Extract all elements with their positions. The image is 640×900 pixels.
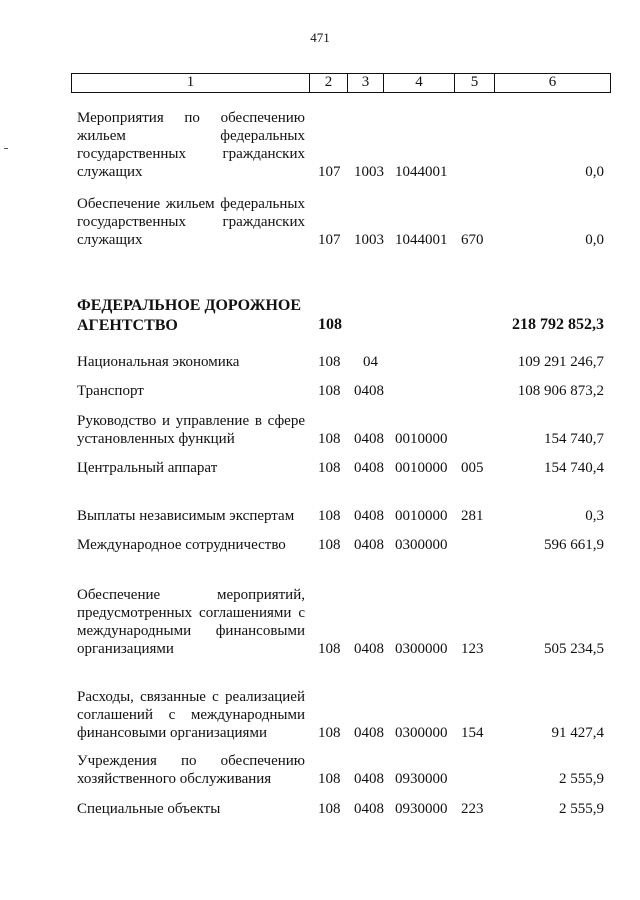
row-col-2: 108: [318, 508, 341, 524]
row-col-6: 0,3: [585, 508, 604, 524]
row-col-4: 1044001: [395, 164, 448, 180]
row-col-4: 0010000: [395, 508, 448, 524]
row-col-6: 505 234,5: [544, 641, 604, 657]
row-name: Транспорт: [77, 383, 144, 399]
row-col-2: 108: [318, 771, 341, 787]
row-col-5: 223: [461, 801, 484, 817]
row-col-2: 107: [318, 232, 341, 248]
row-col-3: 0408: [354, 801, 384, 817]
row-col-4: 0010000: [395, 431, 448, 447]
table-row: [0, 352, 640, 371]
row-col-2: 108: [318, 801, 341, 817]
row-col-2: 108: [318, 537, 341, 553]
row-col-3: 04: [363, 354, 378, 370]
table-row: [0, 458, 640, 477]
row-col-3: 0408: [354, 725, 384, 741]
header-col-2: 2: [309, 74, 347, 92]
header-col-6: 6: [494, 74, 610, 92]
row-col-3: 0408: [354, 537, 384, 553]
row-name: Специальные объекты: [77, 801, 221, 817]
row-name: Руководство и управление в сфере установленных функций: [77, 413, 305, 447]
table-row: [0, 192, 640, 249]
row-col-6: 109 291 246,7: [517, 354, 604, 370]
row-col-5: 154: [461, 725, 484, 741]
row-col-4: 0300000: [395, 641, 448, 657]
table-row: [0, 799, 640, 818]
row-name: Обеспечение мероприятий, предусмотренных соглашениями с международными финансовыми организациями: [77, 587, 305, 657]
header-col-3: 3: [347, 74, 383, 92]
row-name: Расходы, связанные с реализацией соглашений с международными финансовыми организациями: [77, 689, 305, 741]
row-col-5: 281: [461, 508, 484, 524]
row-col-2: 108: [318, 316, 342, 333]
row-col-2: 108: [318, 383, 341, 399]
row-col-5: 005: [461, 460, 484, 476]
row-name: Выплаты независимым экспертам: [77, 508, 295, 524]
row-name: Обеспечение жильем федеральных государственных гражданских служащих: [77, 196, 305, 248]
row-col-4: 0300000: [395, 537, 448, 553]
table-row: [0, 410, 640, 448]
row-col-6: 108 906 873,2: [517, 383, 604, 399]
table-row: [0, 668, 640, 742]
row-col-6: 2 555,9: [559, 801, 604, 817]
row-col-4: 0930000: [395, 771, 448, 787]
row-col-4: 0930000: [395, 801, 448, 817]
row-col-3: 0408: [354, 383, 384, 399]
row-col-6: 0,0: [585, 232, 604, 248]
row-name: Учреждения по обеспечению хозяйственного обслуживания: [77, 753, 305, 787]
table-row: [0, 564, 640, 658]
row-col-5: 670: [461, 232, 484, 248]
row-col-6: 218 792 852,3: [512, 316, 604, 333]
table-row: [0, 487, 640, 525]
header-col-4: 4: [383, 74, 454, 92]
row-col-6: 91 427,4: [551, 725, 604, 741]
table-row: [0, 105, 640, 181]
row-col-6: 154 740,4: [544, 460, 604, 476]
row-col-3: 0408: [354, 431, 384, 447]
row-col-6: 154 740,7: [544, 431, 604, 447]
row-col-2: 108: [318, 354, 341, 370]
row-col-4: 0300000: [395, 725, 448, 741]
row-col-4: 1044001: [395, 232, 448, 248]
row-col-2: 108: [318, 641, 341, 657]
row-col-2: 107: [318, 164, 341, 180]
row-col-5: 123: [461, 641, 484, 657]
row-col-2: 108: [318, 460, 341, 476]
row-name: Международное сотрудничество: [77, 537, 286, 553]
row-col-2: 108: [318, 725, 341, 741]
row-col-3: 1003: [354, 164, 384, 180]
row-col-3: 0408: [354, 641, 384, 657]
row-col-3: 0408: [354, 460, 384, 476]
row-name: Национальная экономика: [77, 354, 240, 370]
table-row: [0, 535, 640, 554]
row-col-3: 1003: [354, 232, 384, 248]
header-col-1: 1: [186, 74, 195, 90]
table-header: [71, 73, 611, 93]
row-col-6: 596 661,9: [544, 537, 604, 553]
row-col-6: 0,0: [585, 164, 604, 180]
row-col-3: 0408: [354, 508, 384, 524]
row-name: Мероприятия по обеспечению жильем федеральных государственных гражданских служащих: [77, 110, 305, 180]
row-name: ФЕДЕРАЛЬНОЕ ДОРОЖНОЕ АГЕНТСТВО: [77, 297, 301, 334]
table-row: [0, 751, 640, 788]
page-number: 471: [310, 30, 330, 45]
row-col-3: 0408: [354, 771, 384, 787]
table-row: [0, 381, 640, 400]
row-col-6: 2 555,9: [559, 771, 604, 787]
row-col-2: 108: [318, 431, 341, 447]
row-col-4: 0010000: [395, 460, 448, 476]
row-name: Центральный аппарат: [77, 460, 218, 476]
header-col-5: 5: [454, 74, 494, 92]
table-row: [0, 294, 640, 336]
